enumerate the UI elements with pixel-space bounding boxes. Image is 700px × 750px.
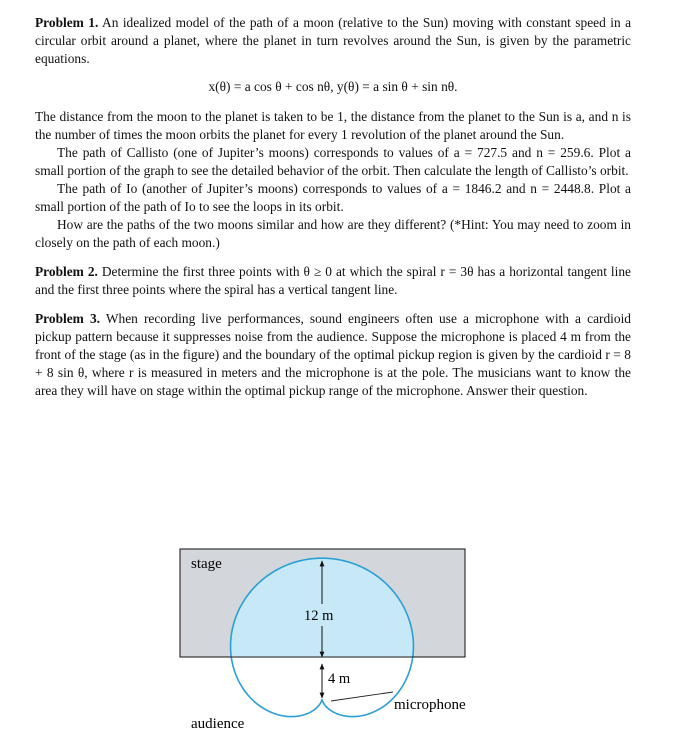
microphone-leader-line bbox=[331, 692, 393, 701]
problem-1-compare: How are the paths of the two moons similar and how are they different? (*Hint: You may need to zoom in closely on the path of each moon.) bbox=[35, 217, 631, 250]
problem-3-text: When recording live performances, sound engineers often use a microphone with a cardioid pickup pattern because it suppresses noise from the audience. Suppose the microphone is placed 4 m from the front of the stage (as in the figure) and the boundary of the optimal pickup region is given by the cardioid r = 8 + 8 sin θ, where r is measured in meters and the microphone is at the pole. The musicians want to know the area they will have on stage within the optimal pickup range of the microphone. Answer their question. bbox=[35, 311, 631, 398]
parametric-equations: x(θ) = a cos θ + cos nθ, y(θ) = a sin θ + sin nθ. bbox=[208, 79, 458, 94]
problem-1-intro bbox=[35, 14, 631, 68]
problem-2 bbox=[35, 263, 631, 299]
problem-2-heading: Problem 2. bbox=[35, 264, 98, 279]
problem-1-io: The path of Io (another of Jupiter’s moons) corresponds to values of a = 1846.2 and n = 2448.8. Plot a small portion of the path of Io to see the loops in its orbit. bbox=[35, 181, 631, 214]
offset-label: 4 m bbox=[328, 671, 351, 687]
cardioid-figure bbox=[175, 540, 505, 745]
problem-2-text: Determine the first three points with θ ≥ 0 at which the spiral r = 3θ has a horizontal tangent line and the first three points where the spiral has a vertical tangent line. bbox=[35, 264, 631, 297]
problem-1-callisto: The path of Callisto (one of Jupiter’s moons) corresponds to values of a = 727.5 and n = 259.6. Plot a small portion of the graph to see the detailed behavior of the orbit. Then calculate the length of Callisto’s orbit. bbox=[35, 145, 631, 178]
stage-label: stage bbox=[191, 556, 222, 572]
height-label: 12 m bbox=[304, 608, 334, 624]
problem-1-intro-text: An idealized model of the path of a moon (relative to the Sun) moving with constant speed in a circular orbit around a planet, where the planet in turn revolves around the Sun, is given by the parametric equations. bbox=[35, 15, 632, 66]
document-page bbox=[35, 14, 631, 400]
problem-1-distances: The distance from the moon to the planet is taken to be 1, the distance from the planet to the Sun is a, and n is the number of times the moon orbits the planet for every 1 revolution of the planet around the Sun. bbox=[35, 109, 631, 142]
microphone-label: microphone bbox=[394, 697, 466, 713]
audience-label: audience bbox=[191, 716, 245, 732]
problem-3 bbox=[35, 310, 631, 400]
problem-1-heading: Problem 1. bbox=[35, 15, 99, 30]
problem-3-heading: Problem 3. bbox=[35, 311, 100, 326]
